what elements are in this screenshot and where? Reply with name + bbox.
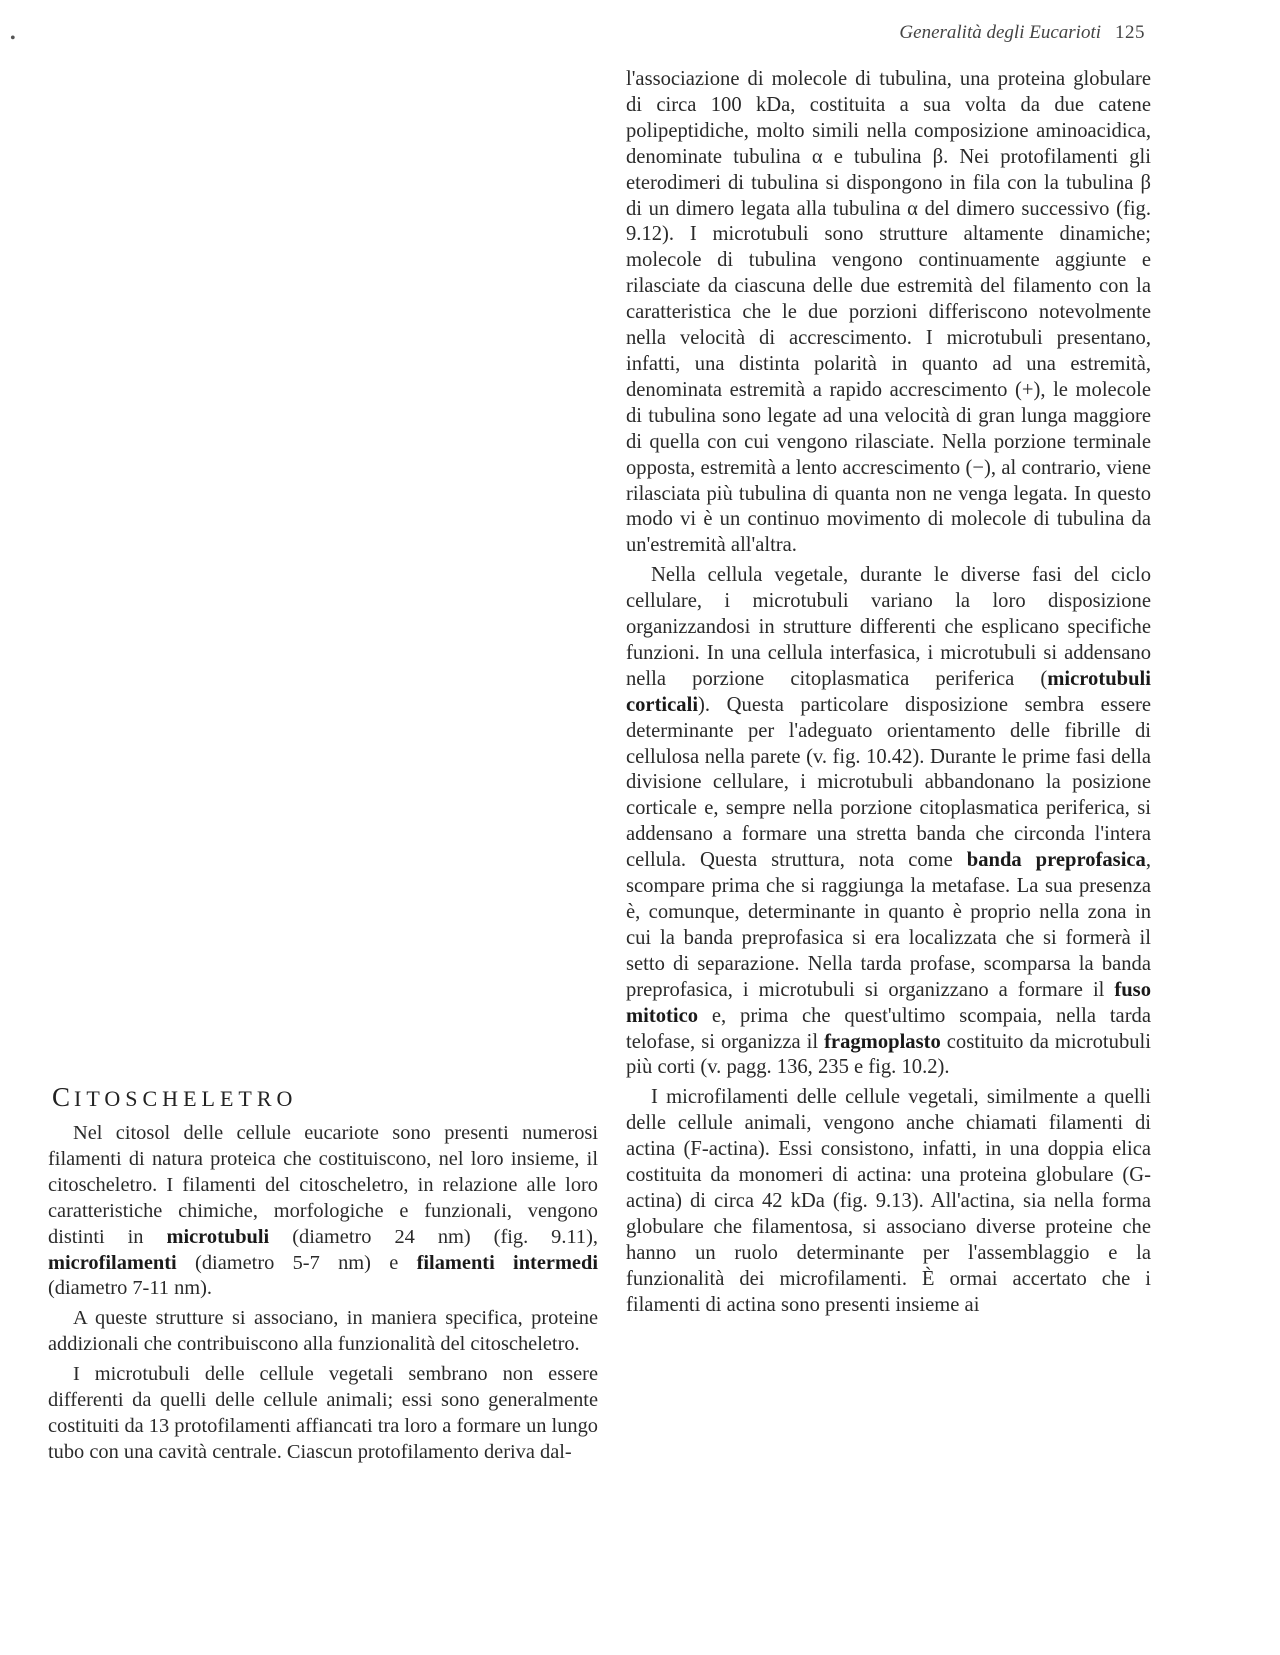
page-number: 125: [1115, 22, 1145, 43]
term-filamenti-intermedi: filamenti intermedi: [416, 1251, 598, 1274]
term-fragmoplasto: fragmoplasto: [824, 1030, 941, 1053]
running-header: [800, 22, 1145, 44]
text-run: (diametro 5-7 nm) e: [176, 1251, 417, 1274]
paragraph-cytoskeleton-intro: [48, 1121, 598, 1302]
text-run: ). Questa particolare disposizione sembra essere determinante per l'adeguato orientamento delle fibrille di cellulosa nella parete (v. fig. 10.42). Durante le prime fasi della divisione cellulare, i microtubuli abbandonano la posizione corticale e, sempre nella porzione citoplasmatica periferica, si addensano a formare una stretta banda che circonda l'intera cellula. Questa struttura, nota come: [626, 693, 1151, 872]
left-column: [48, 1082, 598, 1470]
term-microtubuli: microtubuli: [166, 1225, 270, 1248]
text-run: Nella cellula vegetale, durante le diverse fasi del ciclo cellulare, i microtubuli variano la loro disposizione organizzandosi in strutture differenti che esplicano specifiche funzioni. In una cellula interfasica, i microtubuli si addensano nella porzione citoplasmatica periferica (: [626, 564, 1151, 690]
term-microtubuli-corticali: microtubuli corticali: [626, 667, 1151, 716]
right-column: [626, 67, 1151, 1323]
section-title: [52, 1082, 598, 1113]
term-banda-preprofasica: banda preprofasica: [966, 849, 1146, 872]
term-microfilamenti: microfilamenti: [48, 1251, 177, 1274]
paragraph-tubulin-continued: l'associazione di molecole di tubulina, una proteina globulare di circa 100 kDa, costituita a sua volta da due catene polipeptidiche, molto simili nella composizione aminoacidica, denominate tubulina α e tubulina β. Nei protofilamenti gli eterodimeri di tubulina si dispongono in fila con la tubulina β di un dimero legata alla tubulina α del dimero successivo (fig. 9.12). I microtubuli sono strutture altamente dinamiche; molecole di tubulina vengono continuamente aggiunte e rilasciate da ciascuna delle due estremità del filamento con la caratteristica che le due porzioni differiscono notevolmente nella velocità di accrescimento. I microtubuli presentano, infatti, una distinta polarità in quanto ad una estremità, denominata estremità a rapido accrescimento (+), le molecole di tubulina sono legate ad una velocità di gran lunga maggiore di quella con cui vengono rilasciate. Nella porzione terminale opposta, estremità a lento accrescimento (−), al contrario, viene rilasciata più tubulina di quanta non ne venga legata. In questo modo vi è un continuo movimento di molecole di tubulina da un'estremità all'altra.: [626, 68, 1151, 557]
term-fuso-mitotico: fuso mitotico: [626, 978, 1151, 1027]
text-run: , scompare prima che si raggiunga la metafase. La sua presenza è, comunque, determinante in quanto è proprio nella zona in cui la banda preprofasica si era localizzata che si formerà il setto di separazione. Nella tarda profase, scomparsa la banda preprofasica, i microtubuli si organizzano a formare il: [626, 849, 1152, 1001]
text-run: e, prima che quest'ultimo scompaia, nella tarda telofase, si organizza il: [626, 1004, 1151, 1053]
margin-dot: •: [10, 30, 16, 47]
paragraph-microtubule-arrangement: [626, 563, 1151, 1081]
paragraph-microfilaments: I microfilamenti delle cellule vegetali, similmente a quelli delle cellule animali, vengono anche chiamati filamenti di actina (F-actina). Essi consistono, infatti, in una doppia elica costituita da monomeri di actina: una proteina globulare (G-actina) di circa 42 kDa (fig. 9.13). All'actina, sia nella forma globulare che filamentosa, si associano diverse proteine che hanno un ruolo determinante per l'assemblaggio e la funzionalità dei microfilamenti. È ormai accertato che i filamenti di actina sono presenti insieme ai: [626, 1086, 1151, 1316]
paragraph-associated-proteins: A queste strutture si associano, in maniera specifica, proteine addizionali che contribuiscono alla funzionalità del citoscheletro.: [48, 1307, 598, 1356]
text-run: (diametro 24 nm) (fig. 9.11),: [269, 1225, 598, 1248]
text-run: Nel citosol delle cellule eucariote sono presenti numerosi filamenti di natura proteica che costituiscono, nel loro insieme, il citoscheletro. I filamenti del citoscheletro, in relazione alle loro caratteristiche chimiche, morfologiche e funzionali, vengono distinti in: [48, 1122, 598, 1248]
paragraph-plant-microtubules: I microtubuli delle cellule vegetali sembrano non essere differenti da quelli delle cellule animali; essi sono generalmente costituiti da 13 protofilamenti affiancati tra loro a formare un lungo tubo con una cavità centrale. Ciascun protofilamento deriva dal-: [48, 1363, 598, 1463]
section-title-initial: C: [52, 1082, 75, 1112]
running-title: Generalità degli Eucarioti: [899, 22, 1101, 43]
text-run: (diametro 7-11 nm).: [48, 1277, 213, 1300]
text-run: costituito da microtubuli più corti (v. pagg. 136, 235 e fig. 10.2).: [626, 1030, 1151, 1079]
section-title-rest: ITOSCHELETRO: [74, 1086, 298, 1111]
